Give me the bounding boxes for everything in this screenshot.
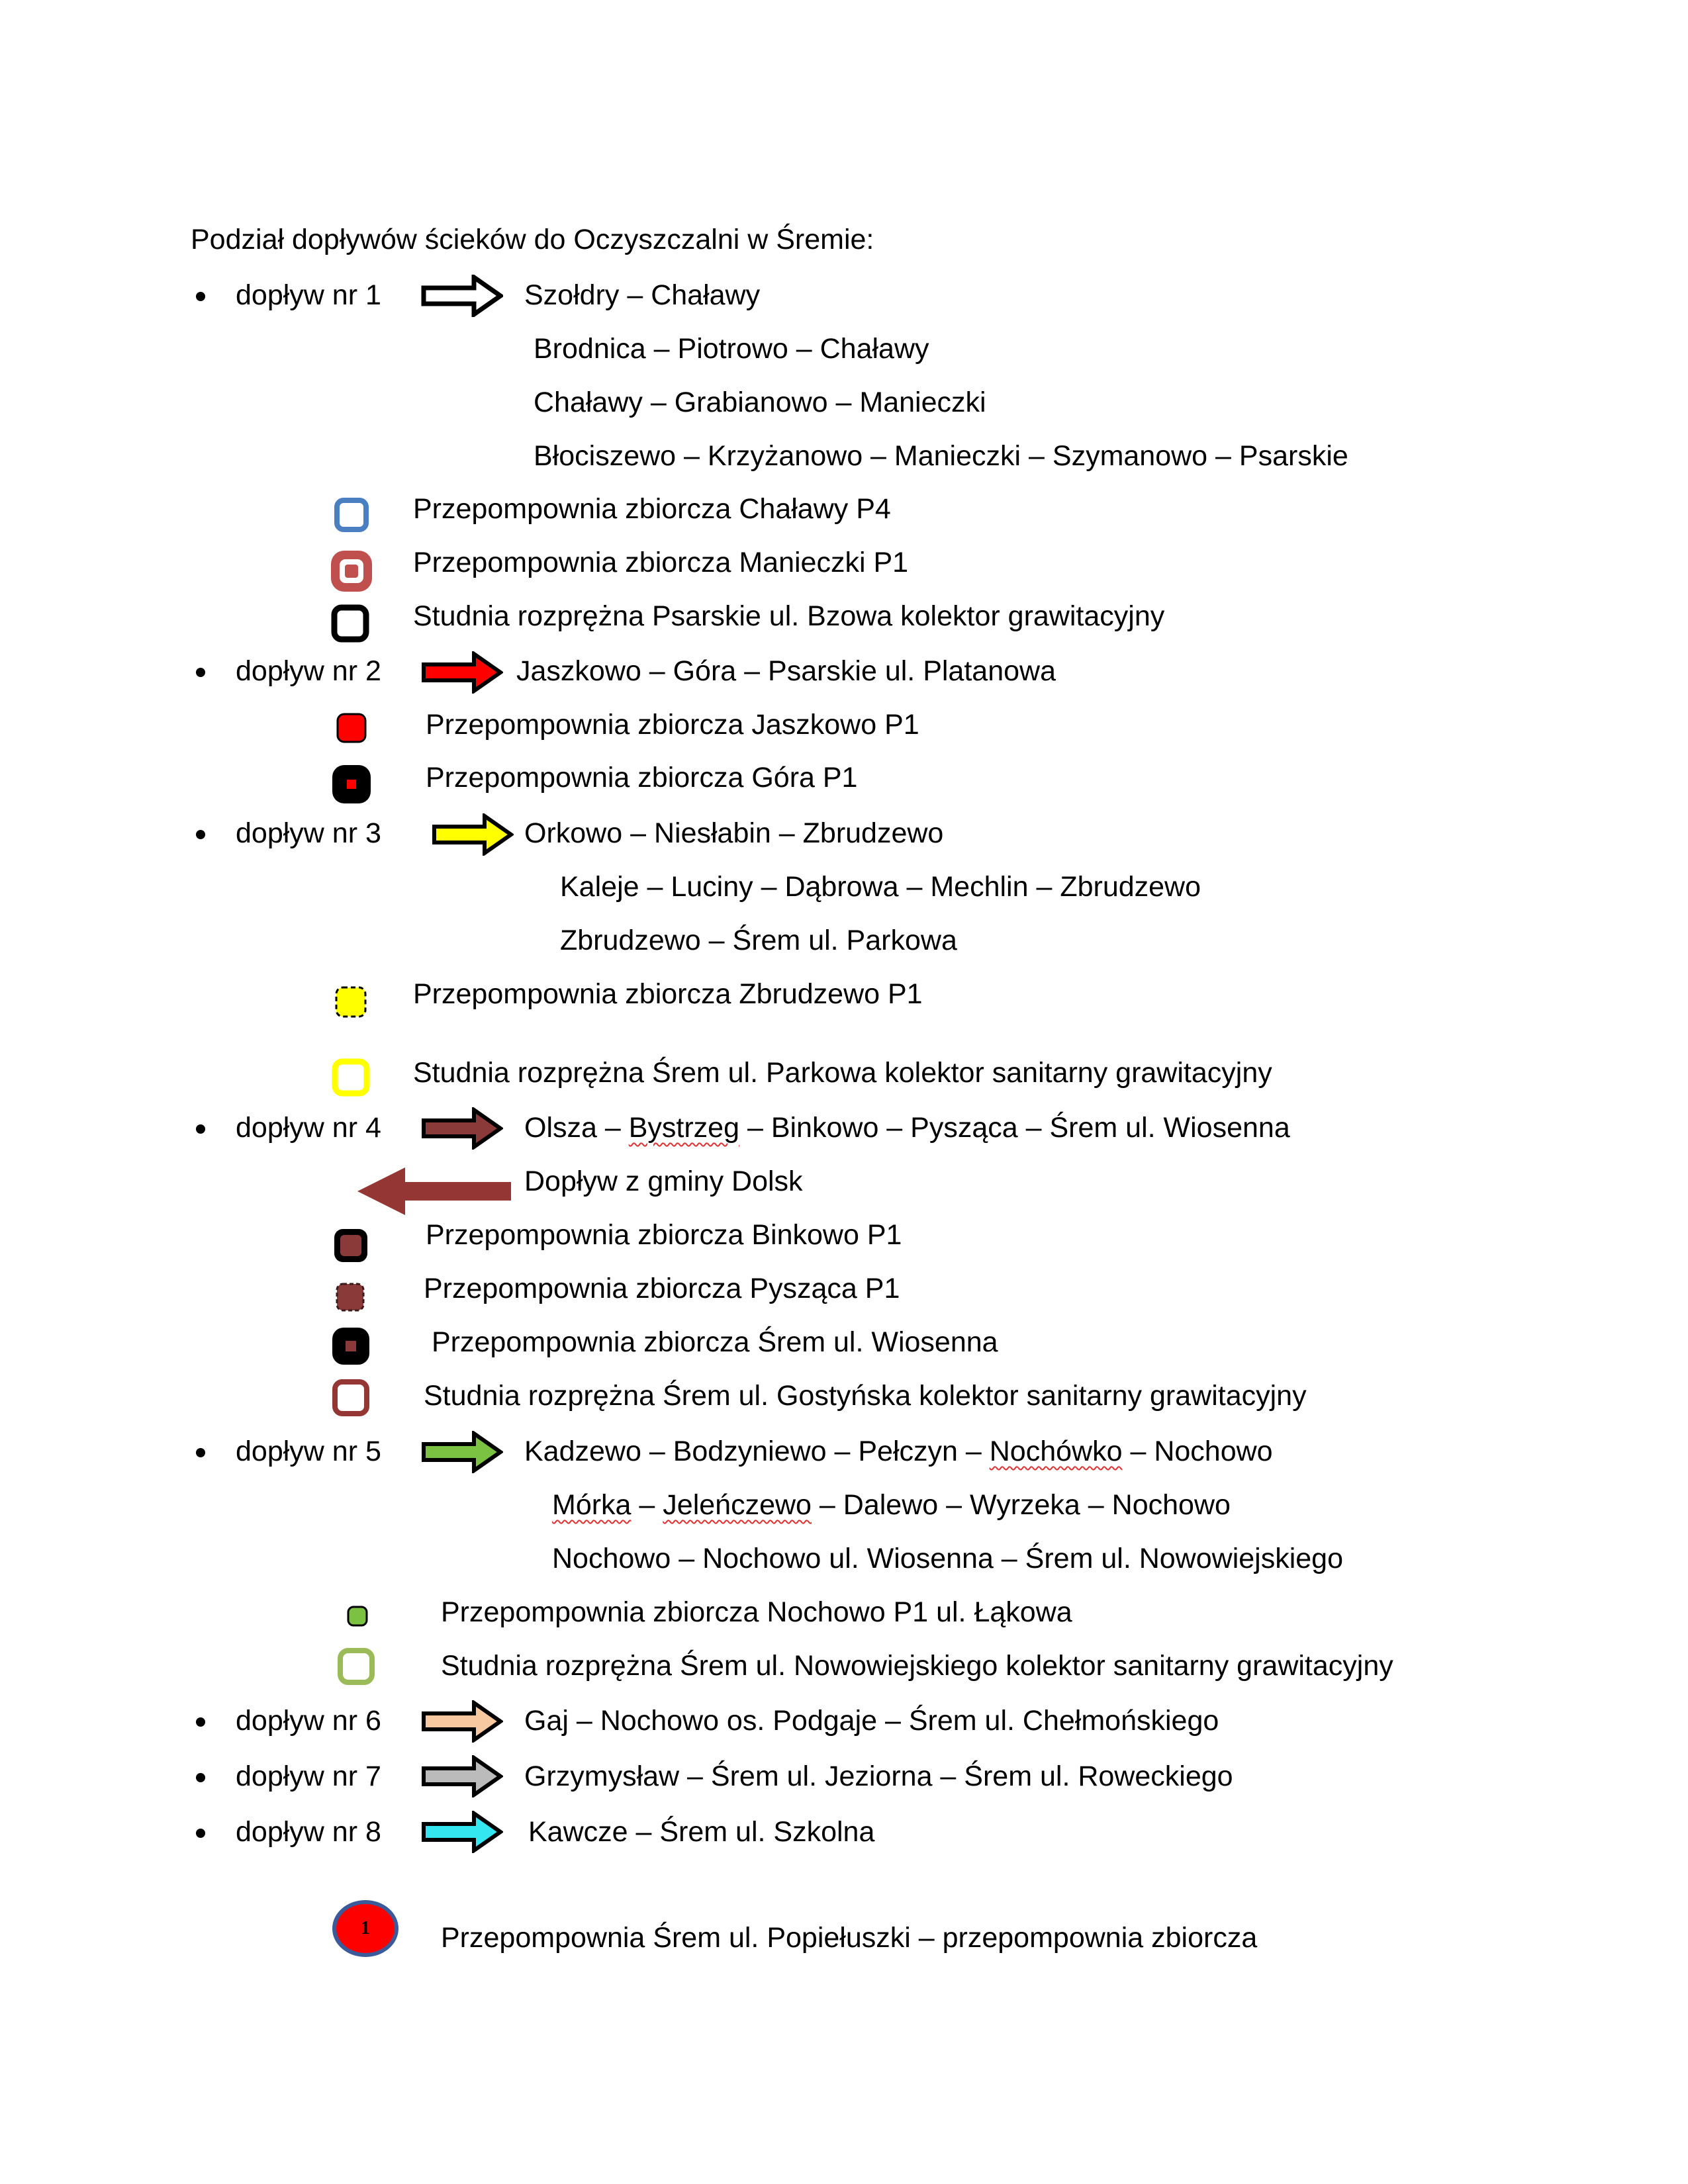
station-text: Przepompownia zbiorcza Binkowo P1 (426, 1219, 902, 1251)
black-square-brown-center-icon (330, 1325, 372, 1367)
red-filled-square-icon (334, 711, 369, 745)
bullet-icon (196, 1829, 205, 1838)
route-line: Nochowo – Nochowo ul. Wiosenna – Śrem ul. Nowowiejskiego (552, 1543, 1344, 1574)
route-line: Kawcze – Śrem ul. Szkolna (528, 1816, 875, 1848)
station-text: Przepompownia zbiorcza Chaławy P4 (413, 493, 891, 525)
bullet-icon (196, 668, 205, 677)
peach-arrow-icon (421, 1700, 503, 1743)
brown-arrow-icon (421, 1107, 503, 1150)
station-text: Studnia rozprężna Śrem ul. Gostyńska kolektor sanitarny grawitacyjny (424, 1380, 1307, 1412)
route-line: Kadzewo – Bodzyniewo – Pełczyn – Nochówko – Nochowo (524, 1435, 1273, 1467)
station-text: Studnia rozprężna Śrem ul. Nowowiejskiego kolektor sanitarny grawitacyjny (441, 1650, 1393, 1682)
inflow-label: dopływ nr 4 (236, 1112, 381, 1144)
bullet-icon (196, 1773, 205, 1782)
inflow-label: dopływ nr 1 (236, 279, 381, 311)
bullet-icon (196, 1717, 205, 1727)
route-line: Jaszkowo – Góra – Psarskie ul. Platanowa (516, 655, 1056, 687)
inflow-label: dopływ nr 8 (236, 1816, 381, 1848)
route-line: Mórka – Jeleńczewo – Dalewo – Wyrzeka – Nochowo (552, 1489, 1231, 1521)
gray-arrow-icon (421, 1755, 503, 1797)
bullet-icon (196, 1124, 205, 1134)
yellow-arrow-icon (432, 813, 514, 856)
black-square-red-center-icon (330, 762, 373, 806)
inflow-label: dopływ nr 6 (236, 1705, 381, 1737)
brown-filled-square-icon (331, 1226, 371, 1265)
station-text: Przepompownia zbiorcza Nochowo P1 ul. Łąkowa (441, 1596, 1072, 1628)
station-text: Przepompownia zbiorcza Pysząca P1 (424, 1273, 900, 1304)
yellow-dashed-square-icon (332, 983, 369, 1021)
route-line: Orkowo – Niesłabin – Zbrudzewo (524, 817, 944, 849)
main-station-marker-icon (332, 1900, 399, 1957)
brown-left-arrow-icon (355, 1165, 514, 1218)
station-text: Przepompownia zbiorcza Zbrudzewo P1 (413, 978, 923, 1010)
station-text: Studnia rozprężna Śrem ul. Parkowa kolektor sanitarny grawitacyjny (413, 1057, 1272, 1089)
route-line: Gaj – Nochowo os. Podgaje – Śrem ul. Chełmońskiego (524, 1705, 1219, 1737)
bullet-icon (196, 830, 205, 839)
red-arrow-icon (421, 651, 503, 694)
yellow-hollow-square-icon (331, 1058, 371, 1097)
main-station-text: Przepompownia Śrem ul. Popiełuszki – przepompownia zbiorcza (441, 1922, 1258, 1954)
brown-hollow-square-icon (331, 1378, 371, 1418)
main-station-number: 1 (361, 1918, 370, 1938)
brown-dashed-square-icon (333, 1280, 367, 1314)
station-text: Przepompownia zbiorcza Manieczki P1 (413, 547, 909, 578)
inflow-label: dopływ nr 7 (236, 1760, 381, 1792)
blue-hollow-square-icon (333, 496, 370, 533)
green-hollow-square-icon (336, 1647, 376, 1686)
cyan-arrow-icon (421, 1811, 503, 1853)
station-text: Przepompownia zbiorcza Góra P1 (426, 762, 858, 794)
bullet-icon (196, 1448, 205, 1457)
route-line: Dopływ z gminy Dolsk (524, 1165, 803, 1197)
route-line: Błociszewo – Krzyżanowo – Manieczki – Szymanowo – Psarskie (534, 440, 1348, 472)
route-line: Brodnica – Piotrowo – Chaławy (534, 333, 929, 365)
red-double-square-icon (328, 548, 375, 594)
green-arrow-icon (421, 1431, 503, 1473)
inflow-label: dopływ nr 5 (236, 1435, 381, 1467)
route-line: Szołdry – Chaławy (524, 279, 761, 311)
white-arrow-icon (421, 275, 503, 317)
route-line: Olsza – Bystrzeg – Binkowo – Pysząca – Śrem ul. Wiosenna (524, 1112, 1290, 1144)
route-line: Kaleje – Luciny – Dąbrowa – Mechlin – Zbrudzewo (560, 871, 1201, 903)
page-title: Podział dopływów ścieków do Oczyszczalni w Śremie: (191, 224, 874, 255)
station-text: Przepompownia zbiorcza Śrem ul. Wiosenna (432, 1326, 998, 1358)
inflow-label: dopływ nr 2 (236, 655, 381, 687)
station-text: Przepompownia zbiorcza Jaszkowo P1 (426, 709, 919, 741)
route-line: Chaławy – Grabianowo – Manieczki (534, 387, 986, 418)
inflow-label: dopływ nr 3 (236, 817, 381, 849)
bullet-icon (196, 292, 205, 301)
route-line: Zbrudzewo – Śrem ul. Parkowa (560, 925, 957, 956)
green-small-square-icon (346, 1604, 369, 1628)
station-text: Studnia rozprężna Psarskie ul. Bzowa kolektor grawitacyjny (413, 600, 1165, 632)
black-hollow-square-icon (330, 604, 370, 643)
route-line: Grzymysław – Śrem ul. Jeziorna – Śrem ul. Roweckiego (524, 1760, 1233, 1792)
